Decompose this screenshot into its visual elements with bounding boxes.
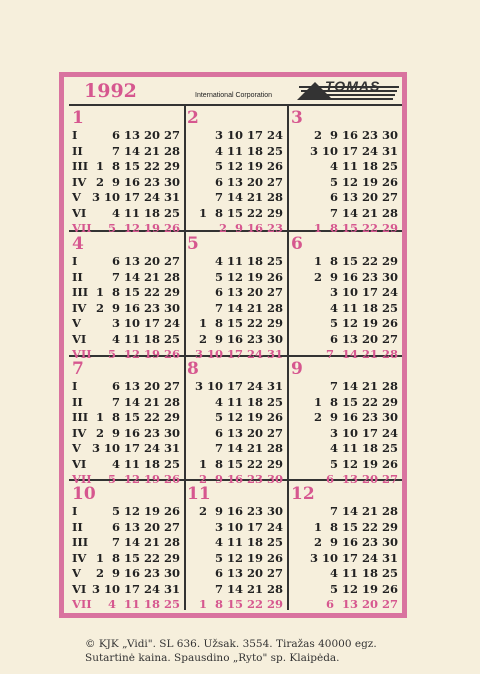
- weekday-label: II: [72, 519, 83, 534]
- weekday-dates-row: 6 13 20 27: [214, 174, 283, 189]
- weekday-dates-row: 7 14 21 28: [214, 581, 283, 596]
- weekday-dates-row: 2 9 16 23 30: [198, 504, 283, 518]
- month-number: 3: [291, 108, 303, 128]
- weekday-dates-row: 7 14 21 28: [111, 143, 180, 158]
- sunday-dates-row: 6 13 20 27: [325, 597, 398, 611]
- weekday-label: VII: [72, 597, 92, 611]
- footer-line-1: © KJK „Vidi". SL 636. Užsak. 3554. Tiražas 40000 egz.: [85, 638, 377, 650]
- weekday-dates-row: 6 13 20 27: [214, 425, 283, 440]
- weekday-dates-row: 3 10 17 24: [214, 128, 283, 142]
- weekday-dates-row: 6 13 20 27: [111, 128, 180, 142]
- weekday-label: I: [72, 379, 78, 393]
- weekday-dates-row: 5 12 19 26: [214, 550, 283, 565]
- weekday-label: VI: [72, 456, 87, 471]
- weekday-dates-row: 4 11 18 25: [214, 535, 283, 549]
- corporation-label: International Corporation: [195, 92, 273, 99]
- weekday-label: V: [72, 441, 81, 455]
- calendar-year: 1992: [84, 80, 137, 102]
- weekday-dates-row: 6 13 20 27: [111, 254, 180, 268]
- grid-line-top: [69, 104, 402, 106]
- weekday-dates-row: 1 8 15 22 29: [198, 316, 283, 330]
- weekday-dates-row: 3 10 17 24 31: [92, 581, 181, 596]
- month-number: 10: [72, 484, 96, 504]
- sunday-dates-row: 1 8 15 22 29: [198, 597, 283, 611]
- sunday-dates-row: 4 11 18 25: [107, 597, 180, 611]
- weekday-label: IV: [72, 425, 87, 440]
- weekday-dates-row: 4 11 18 25: [111, 456, 180, 471]
- weekday-dates-row: 3 10 17 24: [329, 425, 398, 440]
- weekday-label: II: [72, 143, 83, 158]
- weekday-label: III: [72, 285, 89, 299]
- sunday-dates-row: 2 9 16 23: [218, 221, 283, 235]
- month-number: 5: [187, 234, 199, 254]
- weekday-dates-row: 5 12 19 26: [111, 504, 180, 518]
- weekday-dates-row: 5 12 19 26: [214, 410, 283, 424]
- weekday-dates-row: 4 11 18 25: [329, 159, 398, 173]
- weekday-dates-row: 7 14 21 28: [329, 379, 398, 393]
- month-number: 12: [291, 484, 315, 504]
- weekday-dates-row: 7 14 21 28: [214, 300, 283, 315]
- weekday-dates-row: 1 8 15 22 29: [313, 394, 398, 409]
- weekday-dates-row: 1 8 15 22 29: [95, 285, 180, 299]
- weekday-dates-row: 2 9 16 23 30: [95, 425, 180, 440]
- weekday-dates-row: 2 9 16 23 30: [313, 535, 398, 549]
- weekday-dates-row: 4 11 18 25: [214, 143, 283, 158]
- weekday-dates-row: 2 9 16 23 30: [313, 269, 398, 284]
- weekday-dates-row: 7 14 21 28: [111, 394, 180, 409]
- weekday-dates-row: 1 8 15 22 29: [313, 254, 398, 268]
- month-number: 7: [72, 359, 84, 379]
- sunday-dates-row: 1 8 15 22 29: [313, 221, 398, 235]
- weekday-dates-row: 2 9 16 23 30: [95, 300, 180, 315]
- weekday-dates-row: 6 13 20 27: [329, 331, 398, 346]
- weekday-dates-row: 4 11 18 25: [329, 300, 398, 315]
- weekday-label: III: [72, 410, 89, 424]
- weekday-label: II: [72, 269, 83, 284]
- weekday-label: VII: [72, 472, 92, 486]
- weekday-dates-row: 2 9 16 23 30: [313, 128, 398, 142]
- weekday-dates-row: 7 14 21 28: [111, 269, 180, 284]
- weekday-dates-row: 5 12 19 26: [329, 581, 398, 596]
- weekday-dates-row: 3 10 17 24 31: [309, 143, 398, 158]
- weekday-dates-row: 3 10 17 24 31: [92, 441, 181, 455]
- sunday-dates-row: 5 12 19 26: [107, 347, 180, 361]
- month-number: 2: [187, 108, 199, 128]
- weekday-label: VII: [72, 221, 92, 235]
- weekday-dates-row: 1 8 15 22 29: [95, 550, 180, 565]
- weekday-dates-row: 7 14 21 28: [329, 504, 398, 518]
- weekday-label: V: [72, 190, 81, 204]
- month-number: 8: [187, 359, 199, 379]
- weekday-dates-row: 5 12 19 26: [329, 174, 398, 189]
- logo-text: TOMAS: [325, 78, 381, 94]
- weekday-label: I: [72, 128, 78, 142]
- weekday-label: V: [72, 566, 81, 580]
- weekday-dates-row: 3 10 17 24: [214, 519, 283, 534]
- month-number: 1: [72, 108, 84, 128]
- weekday-dates-row: 5 12 19 26: [329, 316, 398, 330]
- weekday-dates-row: 7 14 21 28: [329, 205, 398, 220]
- weekday-label: II: [72, 394, 83, 409]
- weekday-dates-row: 4 11 18 25: [111, 331, 180, 346]
- weekday-dates-row: 6 13 20 27: [111, 519, 180, 534]
- weekday-dates-row: 3 10 17 24: [329, 285, 398, 299]
- weekday-label: I: [72, 504, 78, 518]
- weekday-label: IV: [72, 550, 87, 565]
- weekday-dates-row: 6 13 20 27: [111, 379, 180, 393]
- weekday-label: VI: [72, 331, 87, 346]
- weekday-dates-row: 3 10 17 24: [111, 316, 180, 330]
- weekday-label: VI: [72, 205, 87, 220]
- weekday-dates-row: 7 14 21 28: [214, 190, 283, 204]
- weekday-label: IV: [72, 300, 87, 315]
- footer-line-2: Sutartinė kaina. Spausdino „Ryto" sp. Klaipėda.: [85, 652, 340, 664]
- weekday-label: III: [72, 535, 89, 549]
- weekday-dates-row: 3 10 17 24 31: [195, 379, 284, 393]
- weekday-dates-row: 5 12 19 26: [214, 159, 283, 173]
- grid-line-col-1: [184, 104, 186, 610]
- weekday-dates-row: 5 12 19 26: [214, 269, 283, 284]
- sunday-dates-row: 7 14 21 28: [325, 347, 398, 361]
- weekday-dates-row: 4 11 18 25: [329, 441, 398, 455]
- weekday-label: VII: [72, 347, 92, 361]
- weekday-dates-row: 1 8 15 22 29: [198, 456, 283, 471]
- weekday-dates-row: 6 13 20 27: [329, 190, 398, 204]
- weekday-dates-row: 1 8 15 22 29: [95, 159, 180, 173]
- sunday-dates-row: 3 10 17 24 31: [195, 347, 284, 361]
- sunday-dates-row: 2 9 16 23 30: [198, 472, 283, 486]
- weekday-label: VI: [72, 581, 87, 596]
- sunday-dates-row: 5 12 19 26: [107, 221, 180, 235]
- weekday-dates-row: 2 9 16 23 30: [95, 174, 180, 189]
- weekday-dates-row: 2 9 16 23 30: [198, 331, 283, 346]
- weekday-dates-row: 2 9 16 23 30: [313, 410, 398, 424]
- weekday-dates-row: 1 8 15 22 29: [313, 519, 398, 534]
- weekday-dates-row: 3 10 17 24 31: [309, 550, 398, 565]
- weekday-dates-row: 3 10 17 24 31: [92, 190, 181, 204]
- sunday-dates-row: 5 12 19 26: [107, 472, 180, 486]
- print-footer: [85, 637, 377, 665]
- weekday-label: V: [72, 316, 81, 330]
- weekday-label: I: [72, 254, 78, 268]
- weekday-dates-row: 4 11 18 25: [214, 254, 283, 268]
- weekday-label: IV: [72, 174, 87, 189]
- sunday-dates-row: 6 13 20 27: [325, 472, 398, 486]
- weekday-dates-row: 1 8 15 22 29: [95, 410, 180, 424]
- weekday-dates-row: 7 14 21 28: [111, 535, 180, 549]
- weekday-dates-row: 2 9 16 23 30: [95, 566, 180, 580]
- weekday-dates-row: 1 8 15 22 29: [198, 205, 283, 220]
- weekday-dates-row: 6 13 20 27: [214, 566, 283, 580]
- grid-line-col-2: [287, 104, 289, 610]
- month-number: 9: [291, 359, 303, 379]
- month-number: 11: [187, 484, 211, 504]
- weekday-dates-row: 5 12 19 26: [329, 456, 398, 471]
- month-number: 6: [291, 234, 303, 254]
- weekday-dates-row: 7 14 21 28: [214, 441, 283, 455]
- weekday-dates-row: 6 13 20 27: [214, 285, 283, 299]
- weekday-dates-row: 4 11 18 25: [329, 566, 398, 580]
- month-number: 4: [72, 234, 84, 254]
- weekday-dates-row: 4 11 18 25: [111, 205, 180, 220]
- weekday-dates-row: 4 11 18 25: [214, 394, 283, 409]
- weekday-label: III: [72, 159, 89, 173]
